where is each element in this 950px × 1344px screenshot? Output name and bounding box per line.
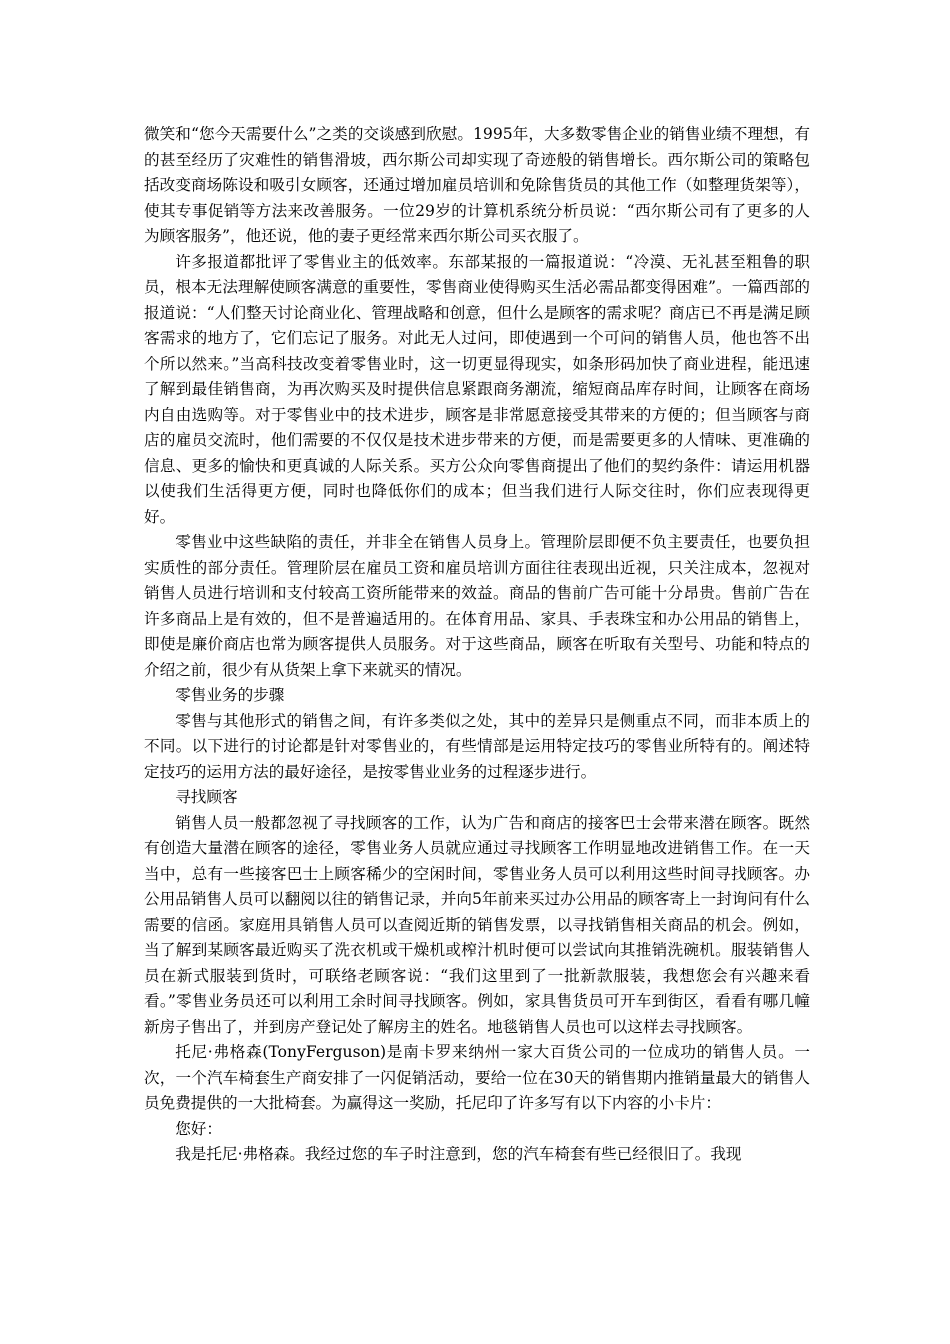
paragraph-retail-criticism: 许多报道都批评了零售业主的低效率。东部某报的一篇报道说：“冷漠、无礼甚至粗鲁的职员，根本无法理解使顾客满意的重要性，零售商业使得购买生活必需品都变得困难”。一篇西部的报道说：“人们整天讨论商业化、管理战略和创意，但什么是顾客的需求呢？商店已不再是满足顾客需求的地方了，它们忘记了服务。对此无人过问，即使遇到一个可问的销售人员，他也答不出个所以然来。”当高科技改变着零售业时，这一切更显得现实，如条形码加快了商业进程，能迅速了解到最佳销售商，为再次购买及时提供信息紧跟商务潮流，缩短商品库存时间，让顾客在商场内自由选购等。对于零售业中的技术进步，顾客是非常愿意接受其带来的方便的；但当顾客与商店的雇员交流时，他们需要的不仅仅是技术进步带来的方便，而是需要更多的人情味、更准确的信息、更多的愉快和更真诚的人际关系。买方公众向零售商提出了他们的契约条件：请运用机器以使我们生活得更方便，同时也降低你们的成本；但当我们进行人际交往时，你们应表现得更好。 — [144, 252, 810, 526]
paragraph-tony-ferguson: 托尼·弗格森(TonyFerguson)是南卡罗来纳州一家大百货公司的一位成功的销售人员。一次，一个汽车椅套生产商安排了一闪促销活动，要给一位在30天的销售期内推销量最大的销售人员免费提供的一大批椅套。为赢得这一奖励，托尼印了许多写有以下内容的小卡片： — [144, 1043, 810, 1112]
section-heading-retail-steps: 零售业务的步骤 — [175, 686, 285, 704]
paragraph-sears-intro: 微笑和“您今天需要什么”之类的交谈感到欣慰。1995年，大多数零售企业的销售业绩不理想，有的甚至经历了灾难性的销售滑坡，西尔斯公司却实现了奇迹般的销售增长。西尔斯公司的策略包括改变商场陈设和吸引女顾客，还通过增加雇员培训和免除售货员的其他工作（如整理货架等），使其专事促销等方法来改善服务。一位29岁的计算机系统分析员说：“西尔斯公司有了更多的人为顾客服务”，他还说，他的妻子更经常来西尔斯公司买衣服了。 — [144, 125, 810, 245]
paragraph-management-responsibility: 零售业中这些缺陷的责任，并非全在销售人员身上。管理阶层即便不负主要责任，也要负担实质性的部分责任。管理阶层在雇员工资和雇员培训方面往往表现出近视，只关注成本，忽视对销售人员进行培训和支付较高工资所能带来的效益。商品的售前广告可能十分昂贵。售前广告在许多商品上是有效的，但不是普遍适用的。在体育用品、家具、手表珠宝和办公用品的销售上，即使是廉价商店也常为顾客提供人员服务。对于这些商品，顾客在听取有关型号、功能和特点的介绍之前，很少有从货架上拿下来就买的情况。 — [144, 533, 810, 679]
paragraph-prospecting: 销售人员一般都忽视了寻找顾客的工作，认为广告和商店的接客巴士会带来潜在顾客。既然有创造大量潜在顾客的途径，零售业务人员就应通过寻找顾客工作明显地改进销售工作。在一天当中，总有一些接客巴士上顾客稀少的空闲时间，零售业务人员可以利用这些时间寻找顾客。办公用品销售人员可以翻阅以往的销售记录，并向5年前来买过办公用品的顾客寄上一封询问有什么需要的信函。家庭用具销售人员可以查阅近斯的销售发票，以寻找销售相关商品的机会。例如，当了解到某顾客最近购买了洗衣机或干燥机或榨汁机时便可以尝试向其推销洗碗机。服装销售人员在新式服装到货时，可联络老顾客说：“我们这里到了一批新款服装，我想您会有兴趣来看看。”零售业务员还可以利用工余时间寻找顾客。例如，家具售货员可开车到街区，看看有哪几幢新房子售出了，并到房产登记处了解房主的姓名。地毯销售人员也可以这样去寻找顾客。 — [144, 813, 810, 1036]
card-greeting: 您好： — [175, 1119, 222, 1138]
paragraph-retail-steps: 零售与其他形式的销售之间，有许多类似之处，其中的差异只是侧重点不同，而非本质上的不同。以下进行的讨论都是针对零售业的，有些情部是运用特定技巧的零售业所特有的。阐述特定技巧的运用方法的最好途径，是按零售业业务的过程逐步进行。 — [144, 711, 810, 781]
section-heading-prospecting: 寻找顾客 — [175, 788, 238, 806]
card-body: 我是托尼·弗格森。我经过您的车子时注意到，您的汽车椅套有些已经很旧了。我现 — [175, 1145, 742, 1163]
document-page — [144, 122, 810, 1168]
